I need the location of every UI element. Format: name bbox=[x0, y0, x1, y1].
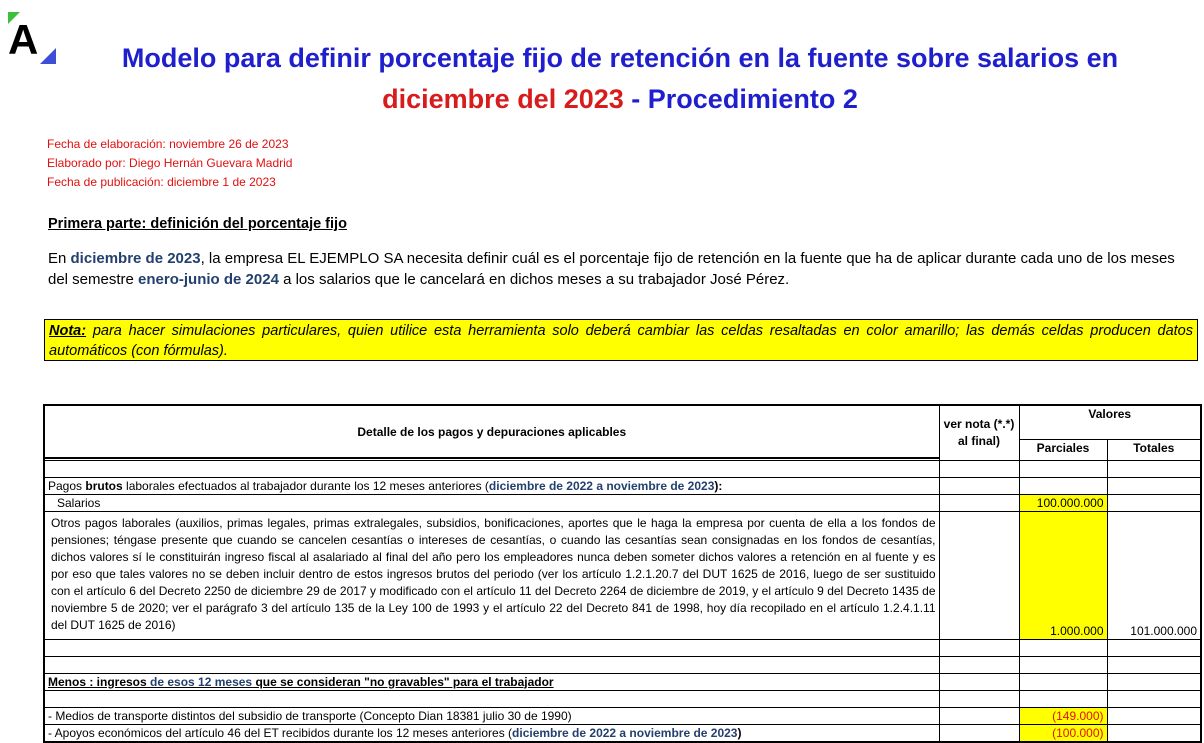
empty-cell bbox=[1107, 639, 1201, 656]
elaborado-por: Elaborado por: Diego Hernán Guevara Madrid bbox=[47, 156, 293, 170]
otros-pagos-total: 101.000.000 bbox=[1107, 511, 1201, 639]
row-pagos-brutos bbox=[44, 477, 939, 494]
nota-text: para hacer simulaciones particulares, quien utilice esta herramienta solo deberá cambiar las celdas resaltadas en color amarillo; las demás celdas producen datos automáticos (con fórmulas). bbox=[49, 323, 1193, 359]
pagos-brutos-bold: brutos bbox=[85, 478, 123, 493]
title-line-2 bbox=[60, 79, 1180, 120]
intro-highlight-1: diciembre de 2023 bbox=[70, 250, 201, 267]
apoyos-parcial-input[interactable]: (100.000) bbox=[1019, 724, 1107, 742]
salarios-parcial-input[interactable]: 100.000.000 bbox=[1019, 494, 1107, 511]
empty-cell bbox=[939, 690, 1019, 707]
header-ver-nota: ver nota (*.*) al final) bbox=[939, 405, 1019, 460]
empty-cell bbox=[939, 460, 1019, 477]
salarios-label: Salarios bbox=[44, 494, 939, 511]
medios-transporte-label: - Medios de transporte distintos del subsidio de transporte (Concepto Dian 18381 julio 30 de 1990) bbox=[44, 707, 939, 724]
empty-cell bbox=[44, 690, 939, 707]
empty-cell bbox=[1107, 494, 1201, 511]
empty-cell bbox=[1019, 690, 1107, 707]
fecha-elaboracion: Fecha de elaboración: noviembre 26 de 2023 bbox=[47, 137, 289, 151]
header-parciales: Parciales bbox=[1019, 439, 1107, 460]
empty-cell bbox=[1019, 477, 1107, 494]
title-line-1: Modelo para definir porcentaje fijo de retención en la fuente sobre salarios en bbox=[121, 43, 1119, 73]
logo-blue-triangle bbox=[40, 48, 56, 64]
pagos-brutos-mid: laborales efectuados al trabajador durante los 12 meses anteriores ( bbox=[122, 478, 489, 493]
header-totales: Totales bbox=[1107, 439, 1201, 460]
empty-cell bbox=[1107, 707, 1201, 724]
intro-text-3: a los salarios que le cancelará en dichos meses a su trabajador José Pérez. bbox=[278, 271, 790, 288]
empty-cell bbox=[1107, 460, 1201, 477]
intro-text-1: En bbox=[48, 250, 71, 267]
header-valores: Valores bbox=[1019, 405, 1201, 439]
empty-cell bbox=[44, 460, 939, 477]
page-title bbox=[60, 38, 1180, 120]
row-menos bbox=[44, 673, 939, 690]
menos-post: que se consideran "no gravables" para el trabajador bbox=[252, 674, 554, 689]
empty-cell bbox=[939, 707, 1019, 724]
nota-box bbox=[44, 319, 1198, 361]
empty-cell bbox=[1107, 477, 1201, 494]
empty-cell bbox=[939, 494, 1019, 511]
detalle-table bbox=[43, 404, 1202, 743]
pagos-brutos-post: ): bbox=[714, 478, 723, 493]
title-separator: - bbox=[623, 84, 648, 114]
pagos-brutos-period: diciembre de 2022 a noviembre de 2023 bbox=[488, 478, 715, 493]
intro-highlight-2: enero-junio de 2024 bbox=[138, 271, 279, 288]
empty-cell bbox=[1019, 656, 1107, 673]
intro-text-2: , la empresa EL EJEMPLO SA necesita definir cuál es el porcentaje fijo de retención en la fuente que ha de aplicar durante cada uno de los meses del semestre bbox=[48, 250, 1175, 288]
empty-cell bbox=[939, 511, 1019, 639]
empty-cell bbox=[1107, 673, 1201, 690]
empty-cell bbox=[939, 673, 1019, 690]
logo-letter: A bbox=[8, 16, 39, 63]
pagos-brutos-pre: Pagos bbox=[48, 478, 86, 493]
empty-cell bbox=[1107, 656, 1201, 673]
document-meta bbox=[47, 135, 292, 192]
menos-blue: de esos 12 meses bbox=[150, 674, 253, 689]
medios-transporte-parcial-input[interactable]: (149.000) bbox=[1019, 707, 1107, 724]
apoyos-post: ) bbox=[737, 725, 742, 740]
empty-cell bbox=[1019, 673, 1107, 690]
empty-cell bbox=[44, 639, 939, 656]
header-detalle: Detalle de los pagos y depuraciones aplicables bbox=[44, 405, 939, 458]
empty-cell bbox=[1107, 690, 1201, 707]
apoyos-label: - Apoyos económicos del artículo 46 del ET recibidos durante los 12 meses anteriores ( bbox=[48, 725, 513, 740]
menos-pre: Menos : ingresos bbox=[48, 674, 151, 689]
empty-cell bbox=[939, 656, 1019, 673]
intro-paragraph bbox=[48, 248, 1198, 290]
otros-pagos-parcial-input[interactable]: 1.000.000 bbox=[1019, 511, 1107, 639]
empty-cell bbox=[1019, 639, 1107, 656]
otros-pagos-label: Otros pagos laborales (auxilios, primas legales, primas extralegales, subsidios, bonificaciones, aportes que le haga la empresa por cuenta de ella a los fondos de pensiones; téngase presente que cuando se cancelen cesantías o intereses de cesantías, o cuando las cesantías sean consignadas en los fondos de cesantías, dichos valores sí le constituirán ingreso fiscal al asalariado al final del año pero los empleadores nunca deben someter dichos valores a retención en al fuente y es por eso que tales valores no se deben incluir dentro de estos ingresos brutos del periodo (ver los artículo 1.2.1.20.7 del DUT 1625 de 2016, luego de ser sustituido con el artículo 6 del Decreto 2250 de diciembre 29 de 2017 y modificado con el artículo 11 del Decreto 2264 de diciembre de 2019, y el artículo 9 del Decreto 1435 de noviembre 5 de 2020; ver el parágrafo 3 del artículo 135 de la Ley 100 de 1993 y el artículo 22 del Decreto 841 de 1998, hoy día recopilado en el artículo 1.2.4.1.11 del DUT 1625 de 2016) bbox=[44, 511, 939, 639]
empty-cell bbox=[1019, 460, 1107, 477]
nota-label: Nota: bbox=[49, 323, 87, 339]
empty-cell bbox=[44, 656, 939, 673]
fecha-publicacion: Fecha de publicación: diciembre 1 de 2023 bbox=[47, 175, 276, 189]
title-procedure: Procedimiento 2 bbox=[647, 84, 858, 114]
empty-cell bbox=[939, 639, 1019, 656]
title-date: diciembre del 2023 bbox=[382, 84, 624, 114]
actualicese-logo bbox=[6, 10, 58, 66]
empty-cell bbox=[939, 477, 1019, 494]
section-title: Primera parte: definición del porcentaje fijo bbox=[48, 216, 347, 232]
apoyos-period: diciembre de 2022 a noviembre de 2023 bbox=[512, 725, 738, 740]
